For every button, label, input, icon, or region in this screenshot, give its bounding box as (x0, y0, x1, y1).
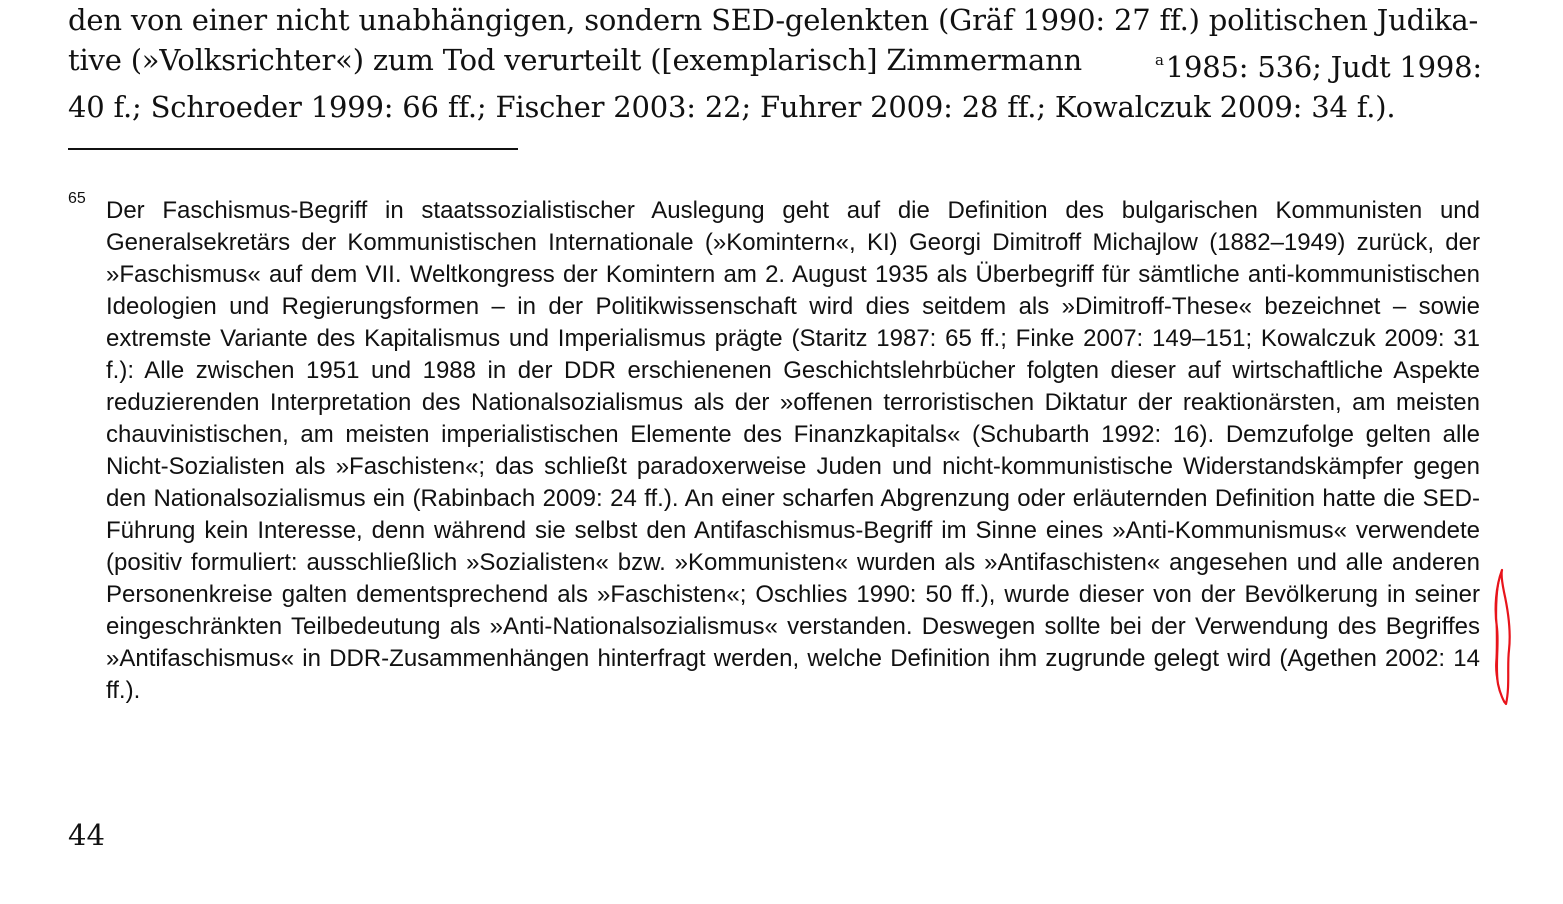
red-margin-mark (1488, 566, 1522, 708)
footnote-number: 65 (68, 190, 86, 207)
page-number: 44 (68, 818, 105, 852)
body-text-line-2-part-1: tive (»Volksrichter«) zum Tod verurteilt ([exemplarisch] Zimmermann (68, 43, 1083, 77)
superscript-marker: a (1155, 51, 1164, 69)
body-text (68, 0, 1482, 127)
footnote-text: Der Faschismus-Begriff in staatssozialistischer Auslegung geht auf die Definition des bulgarischen Kommunisten und Generalsekretärs der Kommunistischen Internationale (»Komintern«, KI) Georgi Dimitroff Michajlow (1882–1949) zurück, der »Faschismus« auf dem VII. Weltkongress der Komintern am 2. August 1935 als Überbegriff für sämtliche anti-kommunistischen Ideologien und Regierungsformen – in der Politikwissenschaft wird dies seitdem als »Dimitroff-These« bezeichnet – sowie extremste Variante des Kapitalismus und Imperialismus prägte (Staritz 1987: 65 ff.; Finke 2007: 149–151; Kowalczuk 2009: 31 f.): Alle zwischen 1951 und 1988 in der DDR erschienenen Geschichtslehrbücher folgten dieser auf wirtschaftliche Aspekte reduzierenden Interpretation des Nationalsozialismus als der »offenen terroristischen Diktatur der reaktionärsten, am meisten chauvinistischen, am meisten imperialistischen Elemente des Finanzkapitals« (Schubarth 1992: 16). Demzufolge gelten alle Nicht-Sozialisten als »Faschisten«; das schließt paradoxerweise Juden und nicht-kommunistische Widerstandskämpfer gegen den Nationalsozialismus ein (Rabinbach 2009: 24 ff.). An einer scharfen Abgrenzung oder erläuternden Definition hatte die SED-Führung kein Interesse, denn während sie selbst den Antifaschismus-Begriff im Sinne eines »Anti-Kommunismus« verwendete (positiv formuliert: ausschließlich »Sozialisten« bzw. »Kommunisten« wurden als »Antifaschisten« angesehen und alle anderen Personenkreise galten dementsprechend als »Faschisten«; Oschlies 1990: 50 ff.), wurde dieser von der Bevölkerung in seiner eingeschränkten Teilbedeutung als »Anti-Nationalsozialismus« verstanden. Deswegen sollte bei der Verwendung des Begriffes »Antifaschismus« in DDR-Zusammenhängen hinterfragt werden, welche Definition ihm zugrunde gelegt wird (Agethen 2002: 14 ff.). (106, 197, 1480, 704)
body-text-line-3: 40 f.; Schroeder 1999: 66 ff.; Fischer 2003: 22; Fuhrer 2009: 28 ff.; Kowalczuk 2009: 34 f.). (68, 90, 1396, 124)
body-text-line-2-part-2 (1149, 40, 1482, 87)
body-text-line-1: den von einer nicht unabhängigen, sondern SED-gelenkten (Gräf 1990: 27 ff.) politischen Judika- (68, 3, 1479, 37)
body-text-line-2-year: 1985: 536; Judt 1998: (1165, 50, 1482, 84)
body-text-line-2 (68, 40, 1482, 87)
footnote-separator (68, 148, 518, 150)
